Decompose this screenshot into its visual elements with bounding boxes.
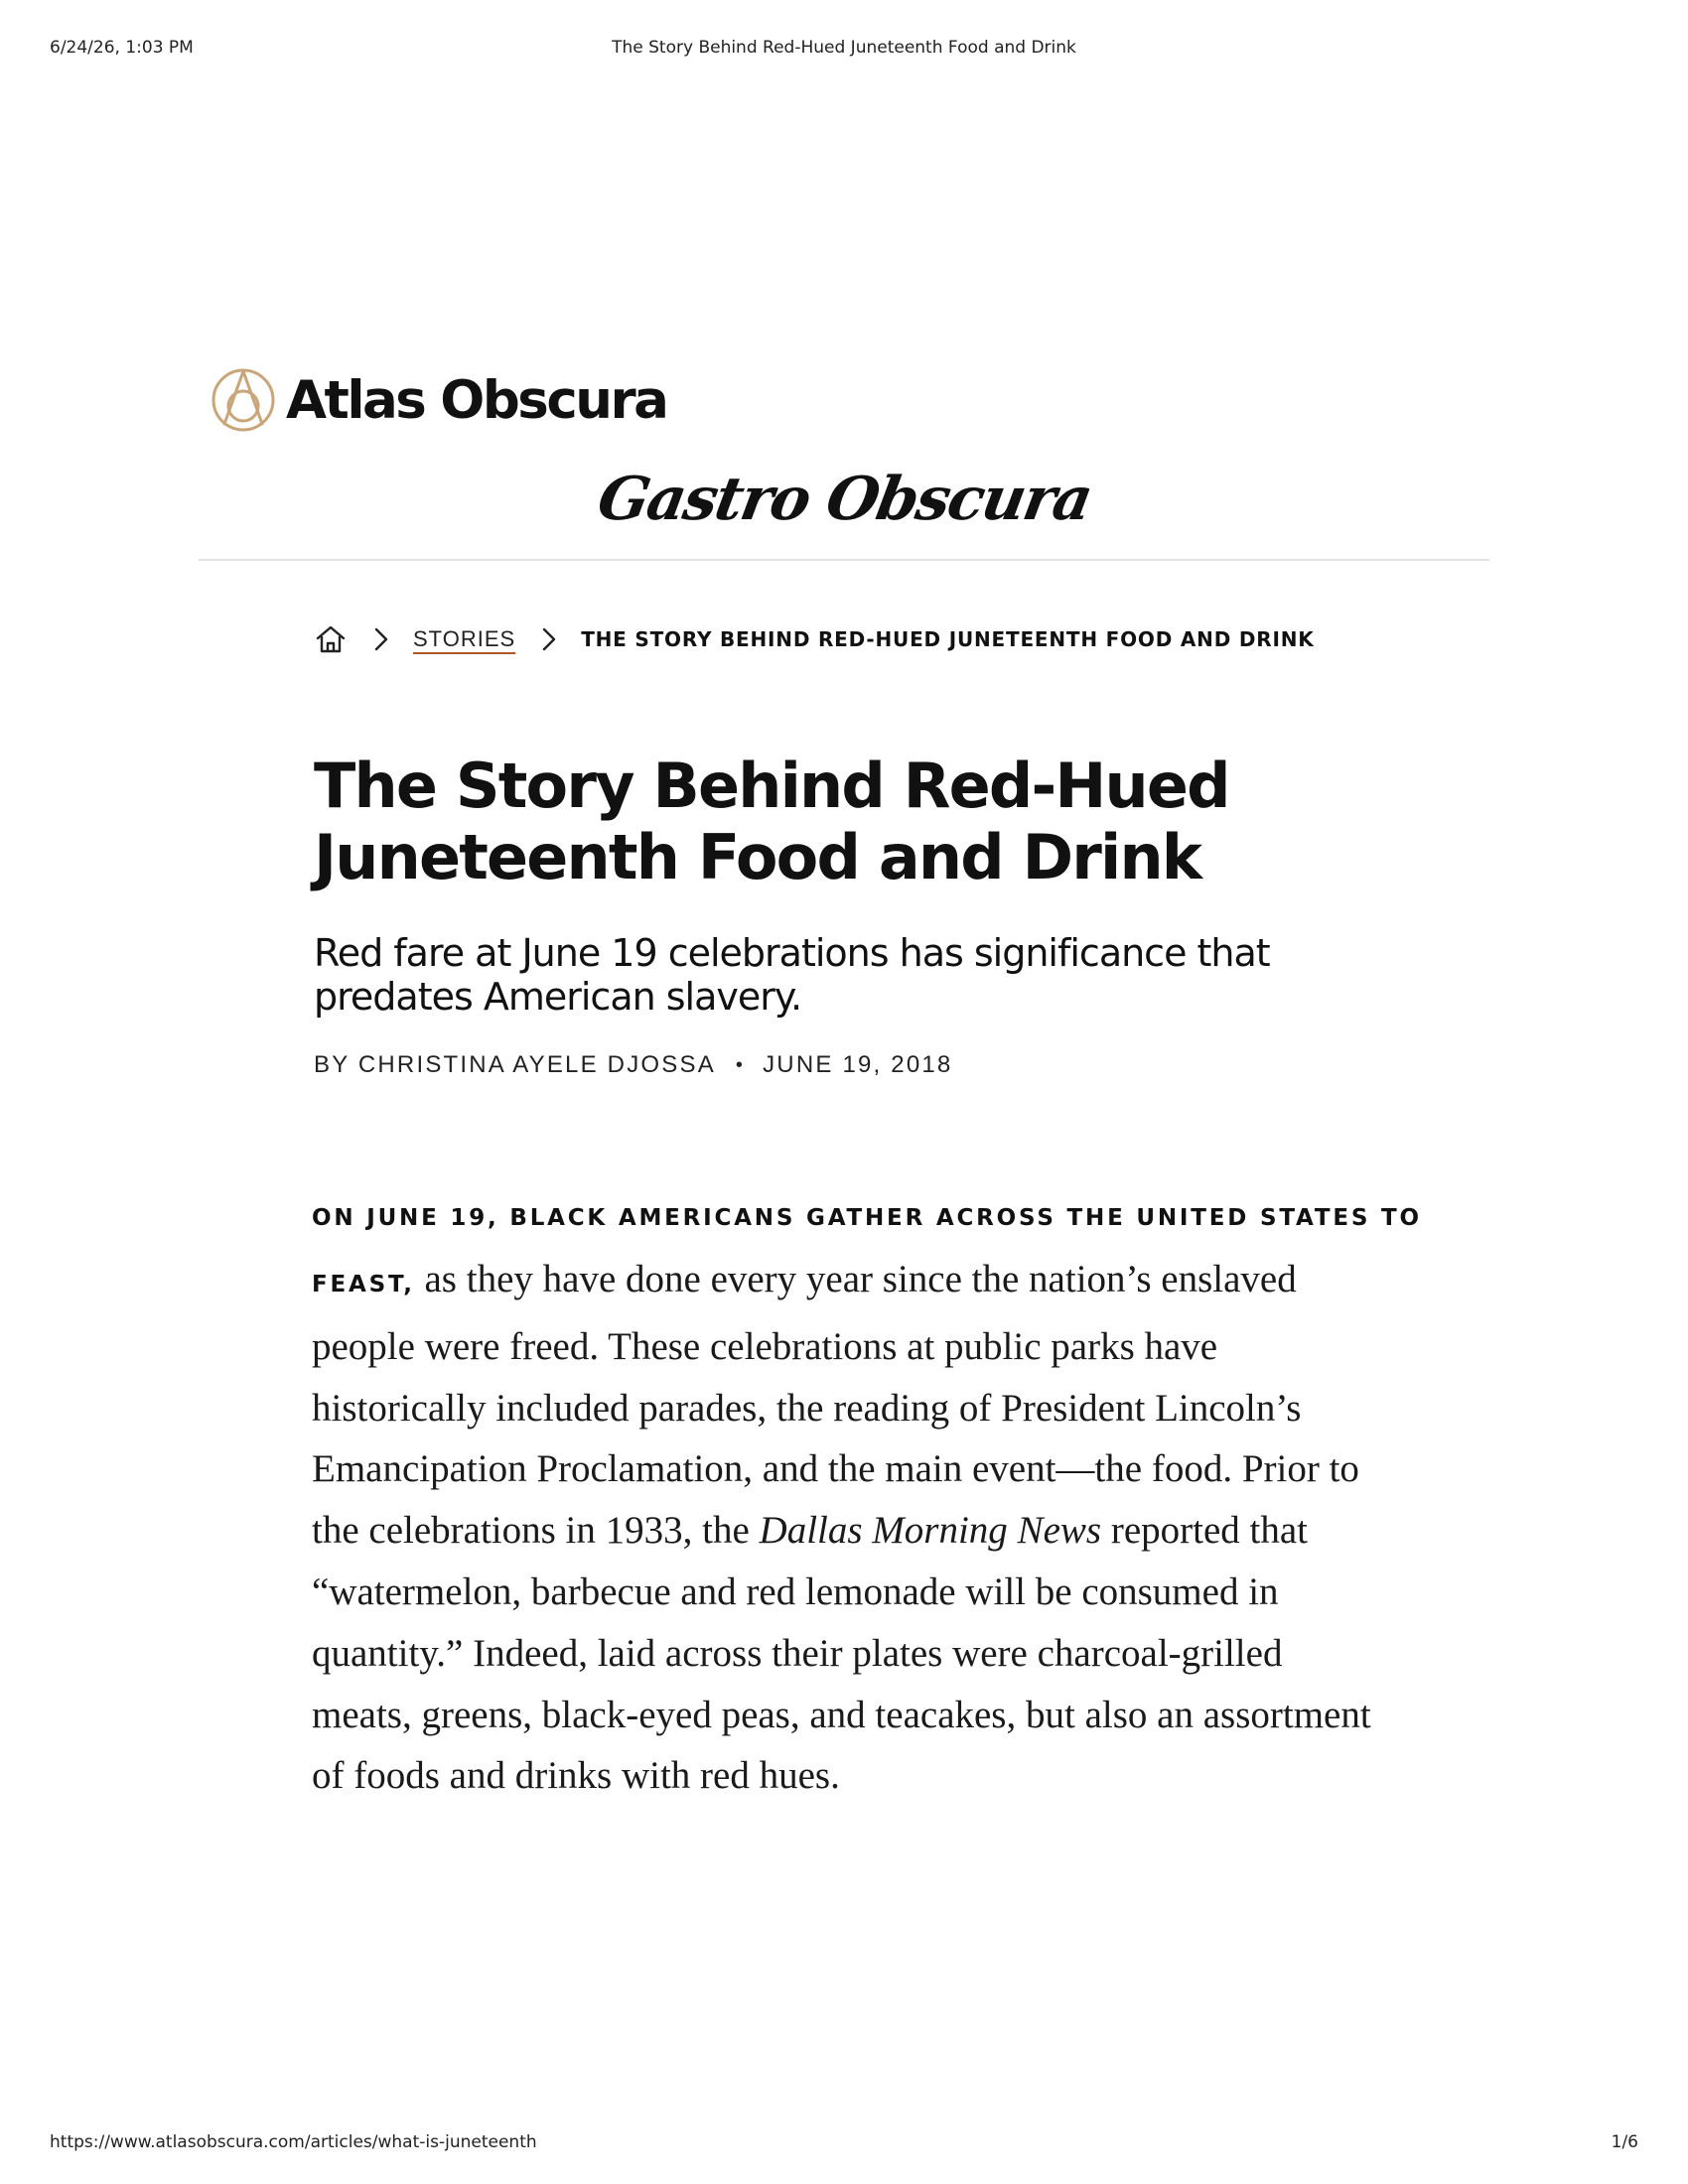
paragraph-text-1: as they have done every year since the nation’s enslaved people were freed. These celebrations at public parks have historically included parades, the reading of President Lincoln’s Emancipation Proclamation, and the main event—the food. Prior to the celebrations in 1933, the: [312, 1258, 1359, 1553]
article-date: JUNE 19, 2018: [763, 1051, 953, 1078]
breadcrumb-stories-link[interactable]: STORIES: [413, 626, 516, 651]
breadcrumb: [314, 619, 1315, 659]
article-author[interactable]: BY CHRISTINA AYELE DJOSSA: [314, 1051, 716, 1078]
header-divider: [199, 559, 1489, 561]
article-title: The Story Behind Red-Hued Juneteenth Food and Drink: [314, 750, 1229, 893]
byline-separator: •: [735, 1053, 746, 1076]
atlas-obscura-logo-text: Atlas Obscura: [286, 369, 667, 431]
article-byline: [314, 1050, 952, 1080]
paragraph-text-2: reported that “watermelon, barbecue and red lemonade will be consumed in quantity.” Indeed, laid across their plates were charcoal-grilled meats, greens, black-eyed peas, and teacakes, but also an assortment of foods and drinks with red hues.: [312, 1509, 1371, 1798]
chevron-right-icon: [539, 626, 559, 652]
print-footer: [50, 2132, 1638, 2156]
breadcrumb-current: THE STORY BEHIND RED-HUED JUNETEENTH FOOD AND DRINK: [581, 627, 1315, 651]
article-lead-paragraph: [312, 1187, 1422, 1807]
print-header: [50, 38, 1638, 62]
publication-name: Dallas Morning News: [759, 1509, 1102, 1553]
gastro-obscura-wordmark-text: Gastro Obscura: [592, 465, 1096, 534]
lead-caps-line-2: FEAST,: [312, 1272, 415, 1297]
atlas-obscura-logo-icon: [211, 367, 276, 433]
print-page-number: 1/6: [1611, 2132, 1638, 2152]
home-icon[interactable]: [314, 622, 348, 656]
atlas-obscura-logo[interactable]: [211, 365, 666, 435]
print-page-title: The Story Behind Red-Hued Juneteenth Food and Drink: [612, 38, 1076, 58]
chevron-right-icon: [371, 626, 391, 652]
gastro-obscura-wordmark[interactable]: [0, 465, 1688, 534]
lead-caps-line-1: ON JUNE 19, BLACK AMERICANS GATHER ACROSS THE UNITED STATES TO: [312, 1205, 1422, 1231]
print-datetime: 6/24/26, 1:03 PM: [50, 38, 194, 58]
article-subtitle: Red fare at June 19 celebrations has significance that predates American slavery.: [314, 931, 1270, 1019]
print-url: https://www.atlasobscura.com/articles/what-is-juneteenth: [50, 2132, 537, 2152]
